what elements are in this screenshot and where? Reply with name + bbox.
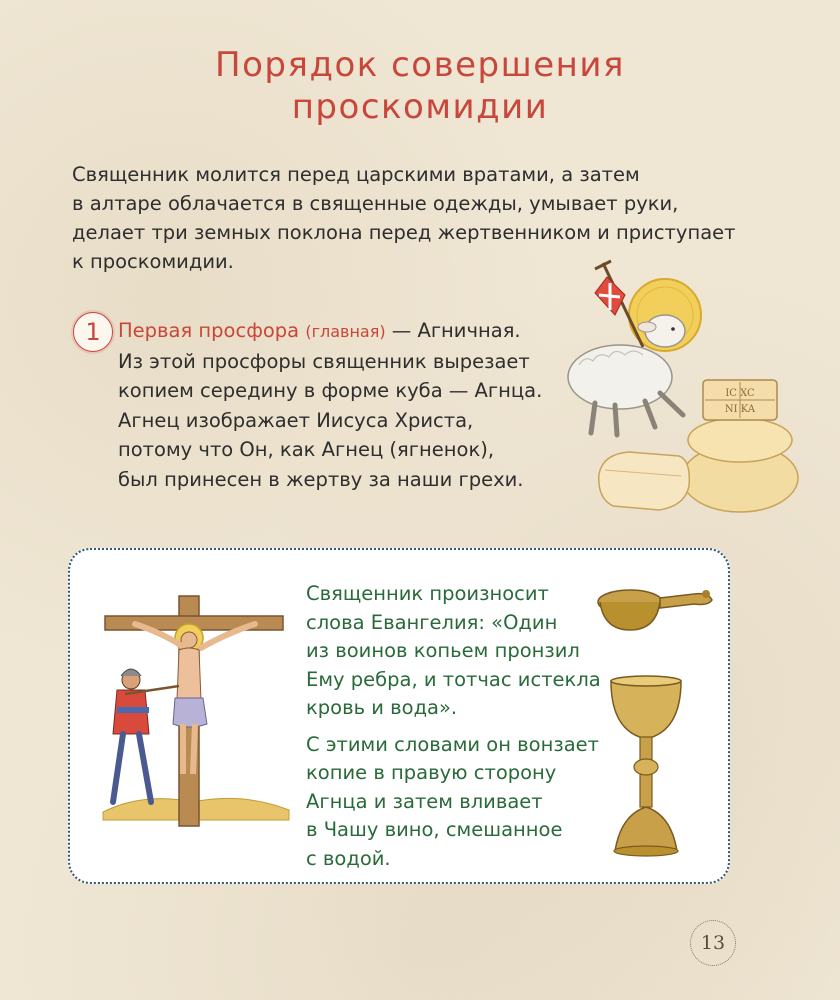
step-heading xyxy=(118,316,568,347)
step-line: был принесен в жертву за наши грехи. xyxy=(118,467,524,491)
step-line: потому что Он, как Агнец (ягненок), xyxy=(118,438,495,461)
box-line: Священник произносит xyxy=(306,582,549,605)
step-line: Из этой просфоры священник вырезает xyxy=(118,349,530,373)
prosphora-icon xyxy=(595,378,805,518)
step-number-badge: 1 xyxy=(73,312,113,352)
box-line: с водой. xyxy=(306,846,391,870)
title-line-2: проскомидии xyxy=(291,87,549,127)
step-line: копием середину в форме куба — Агнца. xyxy=(118,379,543,402)
title-line-1: Порядок совершения xyxy=(215,45,625,85)
intro-line: к проскомидии. xyxy=(72,250,234,273)
box-line: из воинов копьем пронзил xyxy=(306,639,580,662)
crucifixion-icon xyxy=(95,590,295,840)
box-line: слова Евангелия: «Один xyxy=(306,610,558,634)
step-1-paragraph xyxy=(118,316,568,494)
box-line: копие в правую сторону xyxy=(306,761,557,784)
spoon-icon xyxy=(596,582,718,634)
step-line: Агнец изображает Иисуса Христа, xyxy=(118,408,474,432)
paragraph-gap xyxy=(306,723,606,731)
page-title xyxy=(0,44,840,128)
seal-top-text: IC XC xyxy=(725,388,755,399)
seal-bottom-text: NI KA xyxy=(724,404,756,415)
intro-line: делает три земных поклона перед жертвенником и приступает xyxy=(72,221,736,244)
page-number: 13 xyxy=(690,920,736,966)
step-heading-rest: — Агничная. xyxy=(385,319,521,342)
box-line: Агнца и затем вливает xyxy=(306,789,543,813)
box-line: в Чашу вино, смешанное xyxy=(306,818,563,841)
box-line: С этими словами он вонзает xyxy=(306,732,599,756)
box-line: Ему ребра, и тотчас истекла xyxy=(306,667,601,691)
intro-line: Священник молится перед царскими вратами, а затем xyxy=(72,163,640,186)
step-heading-title: Первая просфора xyxy=(118,319,300,342)
chalice-icon xyxy=(605,675,687,857)
box-line: кровь и вода». xyxy=(306,696,458,719)
info-box-text xyxy=(306,580,606,873)
step-heading-note: (главная) xyxy=(305,322,386,341)
intro-line: в алтаре облачается в священные одежды, умывает руки, xyxy=(72,192,679,215)
